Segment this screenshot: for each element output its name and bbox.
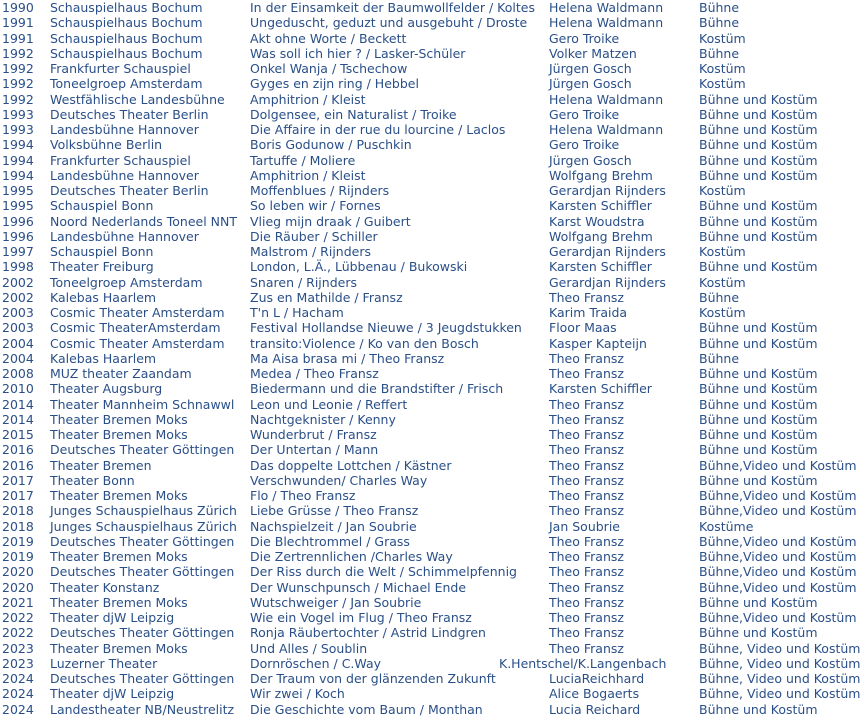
production-play: Flo / Theo Fransz bbox=[250, 488, 356, 503]
production-year: 1998 bbox=[2, 259, 34, 275]
production-person: Helena Waldmann bbox=[549, 91, 664, 107]
production-role: Bühne,Video und Kostüm bbox=[699, 549, 857, 564]
production-row bbox=[0, 0, 865, 15]
production-year: 2024 bbox=[2, 686, 34, 702]
production-row bbox=[0, 686, 865, 701]
production-role: Bühne und Kostüm bbox=[699, 91, 818, 107]
production-person: Helena Waldmann bbox=[549, 15, 664, 31]
production-play: Amphitrion / Kleist bbox=[250, 91, 366, 107]
production-person: Theo Fransz bbox=[549, 396, 624, 412]
production-row bbox=[0, 610, 865, 625]
production-year: 1995 bbox=[2, 183, 34, 198]
production-person: Lucia Reichard bbox=[549, 701, 641, 717]
production-person: Theo Fransz bbox=[549, 289, 624, 305]
production-role: Kostüm bbox=[699, 305, 746, 320]
production-row bbox=[0, 351, 865, 366]
production-year: 2008 bbox=[2, 366, 34, 381]
production-role: Bühne und Kostüm bbox=[699, 213, 818, 229]
production-role: Kostüm bbox=[699, 61, 746, 76]
production-person: Karim Traida bbox=[549, 305, 628, 320]
production-row bbox=[0, 122, 865, 137]
production-venue: Deutsches Theater Göttingen bbox=[50, 564, 235, 580]
production-person: Theo Fransz bbox=[549, 564, 624, 580]
production-year: 2017 bbox=[2, 472, 34, 488]
production-play: Vlieg mijn draak / Guibert bbox=[250, 213, 411, 229]
production-venue: Junges Schauspielhaus Zürich bbox=[50, 518, 237, 534]
production-role: Bühne und Kostüm bbox=[699, 320, 818, 336]
production-row bbox=[0, 15, 865, 30]
production-role: Bühne,Video und Kostüm bbox=[699, 564, 857, 580]
production-role: Bühne, Video und Kostüm bbox=[699, 686, 861, 702]
production-role: Bühne,Video und Kostüm bbox=[699, 488, 857, 503]
production-role: Bühne und Kostüm bbox=[699, 427, 818, 442]
production-play: In der Einsamkeit der Baumwollfelder / Koltes bbox=[250, 0, 535, 15]
production-row bbox=[0, 76, 865, 91]
production-row bbox=[0, 671, 865, 686]
production-row bbox=[0, 305, 865, 320]
production-venue: Theater Bremen Moks bbox=[50, 488, 188, 503]
production-role: Bühne und Kostüm bbox=[699, 335, 818, 351]
production-venue: Deutsches Theater Göttingen bbox=[50, 533, 235, 549]
production-role: Bühne und Kostüm bbox=[699, 122, 818, 137]
production-person: Gero Troike bbox=[549, 137, 620, 153]
production-venue: Theater Bremen Moks bbox=[50, 549, 188, 564]
production-year: 2023 bbox=[2, 655, 34, 671]
production-year: 2016 bbox=[2, 457, 34, 473]
production-play: Festival Hollandse Nieuwe / 3 Jeugdstukken bbox=[250, 320, 522, 336]
production-person: K.Hentschel/K.Langenbach bbox=[499, 655, 667, 671]
production-venue: Volksbühne Berlin bbox=[50, 137, 163, 153]
production-row bbox=[0, 137, 865, 152]
production-role: Bühne und Kostüm bbox=[699, 442, 818, 458]
production-person: Floor Maas bbox=[549, 320, 617, 336]
production-role: Bühne bbox=[699, 15, 740, 31]
production-play: Und Alles / Soublin bbox=[250, 640, 368, 656]
production-person: Theo Fransz bbox=[549, 411, 624, 427]
production-year: 2022 bbox=[2, 610, 34, 625]
production-play: Leon und Leonie / Reffert bbox=[250, 396, 408, 412]
production-person: Kasper Kapteijn bbox=[549, 335, 647, 351]
production-venue: Cosmic TheaterAmsterdam bbox=[50, 320, 221, 336]
production-year: 2015 bbox=[2, 427, 34, 442]
production-play: Dornröschen / C.Way bbox=[250, 655, 382, 671]
production-role: Bühne,Video und Kostüm bbox=[699, 457, 857, 473]
production-venue: Landesbühne Hannover bbox=[50, 228, 199, 244]
production-year: 2020 bbox=[2, 579, 34, 595]
production-year: 2010 bbox=[2, 381, 34, 397]
production-role: Bühne bbox=[699, 350, 740, 366]
production-play: transito:Violence / Ko van den Bosch bbox=[250, 335, 479, 351]
production-row bbox=[0, 229, 865, 244]
production-person: Gerardjan Rijnders bbox=[549, 274, 666, 290]
production-play: Das doppelte Lottchen / Kästner bbox=[250, 457, 452, 473]
production-venue: Schauspiel Bonn bbox=[50, 244, 154, 259]
production-year: 2003 bbox=[2, 305, 34, 320]
production-year: 1991 bbox=[2, 30, 34, 46]
production-play: Snaren / Rijnders bbox=[250, 274, 357, 290]
production-role: Bühne und Kostüm bbox=[699, 625, 818, 641]
production-role: Bühne und Kostüm bbox=[699, 137, 818, 153]
production-venue: Deutsches Theater Göttingen bbox=[50, 625, 235, 641]
production-venue: Deutsches Theater Berlin bbox=[50, 106, 209, 122]
production-row bbox=[0, 519, 865, 534]
production-year: 2018 bbox=[2, 503, 34, 519]
production-venue: Schauspiel Bonn bbox=[50, 198, 154, 214]
production-role: Bühne und Kostüm bbox=[699, 152, 818, 168]
production-play: Tartuffe / Moliere bbox=[250, 152, 356, 168]
production-play: Ma Aisa brasa mi / Theo Fransz bbox=[250, 350, 445, 366]
production-row bbox=[0, 503, 865, 518]
production-role: Kostüme bbox=[699, 518, 754, 534]
production-year: 1994 bbox=[2, 167, 34, 183]
production-year: 1991 bbox=[2, 15, 34, 31]
production-role: Bühne bbox=[699, 45, 740, 61]
production-year: 2014 bbox=[2, 411, 34, 427]
production-year: 1995 bbox=[2, 198, 34, 214]
production-venue: Schauspielhaus Bochum bbox=[50, 0, 203, 15]
production-person: Alice Bogaerts bbox=[549, 686, 640, 702]
production-person: Helena Waldmann bbox=[549, 0, 664, 15]
production-role: Bühne und Kostüm bbox=[699, 198, 818, 214]
production-year: 2016 bbox=[2, 442, 34, 458]
production-venue: Noord Nederlands Toneel NNT bbox=[50, 213, 237, 229]
production-role: Bühne und Kostüm bbox=[699, 396, 818, 412]
production-year: 1992 bbox=[2, 61, 34, 76]
production-person: Karst Woudstra bbox=[549, 213, 645, 229]
production-role: Bühne,Video und Kostüm bbox=[699, 503, 857, 519]
production-play: Liebe Grüsse / Theo Fransz bbox=[250, 503, 419, 519]
production-person: Theo Fransz bbox=[549, 610, 624, 625]
production-venue: Schauspielhaus Bochum bbox=[50, 45, 203, 61]
production-venue: Theater Konstanz bbox=[50, 579, 160, 595]
production-row bbox=[0, 183, 865, 198]
production-year: 1993 bbox=[2, 106, 34, 122]
production-venue: Landestheater NB/Neustrelitz bbox=[50, 701, 235, 717]
production-row bbox=[0, 595, 865, 610]
production-play: Amphitrion / Kleist bbox=[250, 167, 366, 183]
production-play: Wunderbrut / Fransz bbox=[250, 427, 377, 442]
production-person: Helena Waldmann bbox=[549, 122, 664, 137]
production-row bbox=[0, 458, 865, 473]
production-year: 1990 bbox=[2, 0, 34, 15]
production-play: Verschwunden/ Charles Way bbox=[250, 472, 428, 488]
production-year: 1997 bbox=[2, 244, 34, 259]
production-role: Bühne,Video und Kostüm bbox=[699, 533, 857, 549]
production-play: Der Traum von der glänzenden Zukunft bbox=[250, 671, 496, 686]
production-play: Moffenblues / Rijnders bbox=[250, 183, 390, 198]
production-play: Die Geschichte vom Baum / Monthan bbox=[250, 701, 483, 717]
production-year: 1994 bbox=[2, 152, 34, 168]
production-play: T'n L / Hacham bbox=[250, 305, 344, 320]
production-play: Onkel Wanja / Tschechow bbox=[250, 61, 408, 76]
production-year: 2024 bbox=[2, 701, 34, 717]
production-year: 1996 bbox=[2, 213, 34, 229]
production-year: 2021 bbox=[2, 594, 34, 610]
production-venue: Westfählische Landesbühne bbox=[50, 91, 225, 107]
production-play: Wutschweiger / Jan Soubrie bbox=[250, 594, 422, 610]
production-play: Wir zwei / Koch bbox=[250, 686, 345, 702]
production-venue: Theater Bremen Moks bbox=[50, 411, 188, 427]
production-venue: Theater djW Leipzig bbox=[50, 610, 175, 625]
production-row bbox=[0, 397, 865, 412]
production-venue: Schauspielhaus Bochum bbox=[50, 30, 203, 46]
production-venue: Toneelgroep Amsterdam bbox=[50, 76, 203, 92]
production-person: Theo Fransz bbox=[549, 472, 624, 488]
production-venue: Cosmic Theater Amsterdam bbox=[50, 305, 225, 320]
production-row bbox=[0, 702, 865, 717]
production-play: Wie ein Vogel im Flug / Theo Fransz bbox=[250, 610, 472, 625]
production-venue: Deutsches Theater Berlin bbox=[50, 183, 209, 198]
production-play: Die Blechtrommel / Grass bbox=[250, 533, 410, 549]
production-person: Karsten Schiffler bbox=[549, 198, 652, 214]
production-row bbox=[0, 31, 865, 46]
production-role: Bühne und Kostüm bbox=[699, 472, 818, 488]
production-play: Der Untertan / Mann bbox=[250, 442, 379, 458]
production-venue: Deutsches Theater Göttingen bbox=[50, 671, 235, 686]
production-venue: Landesbühne Hannover bbox=[50, 167, 199, 183]
production-play: Die Affaire in der rue du lourcine / Laclos bbox=[250, 122, 506, 137]
production-play: So leben wir / Fornes bbox=[250, 198, 381, 214]
production-venue: Theater Bonn bbox=[50, 472, 135, 488]
production-year: 1992 bbox=[2, 45, 34, 61]
production-row bbox=[0, 656, 865, 671]
production-year: 2022 bbox=[2, 625, 34, 641]
production-person: Theo Fransz bbox=[549, 625, 624, 641]
production-year: 1994 bbox=[2, 137, 34, 153]
production-row bbox=[0, 46, 865, 61]
production-person: Gero Troike bbox=[549, 30, 620, 46]
production-play: Nachtgeknister / Kenny bbox=[250, 411, 396, 427]
production-year: 1996 bbox=[2, 228, 34, 244]
production-venue: Frankfurter Schauspiel bbox=[50, 61, 191, 76]
production-venue: Deutsches Theater Göttingen bbox=[50, 442, 235, 458]
production-person: Theo Fransz bbox=[549, 427, 624, 442]
production-play: Nachspielzeit / Jan Soubrie bbox=[250, 518, 417, 534]
production-role: Bühne bbox=[699, 0, 740, 15]
production-year: 2017 bbox=[2, 488, 34, 503]
production-venue: Junges Schauspielhaus Zürich bbox=[50, 503, 237, 519]
production-row bbox=[0, 366, 865, 381]
production-play: Der Wunschpunsch / Michael Ende bbox=[250, 579, 467, 595]
production-venue: Theater Bremen Moks bbox=[50, 427, 188, 442]
production-row bbox=[0, 107, 865, 122]
production-play: Ronja Räubertochter / Astrid Lindgren bbox=[250, 625, 486, 641]
production-role: Kostüm bbox=[699, 76, 746, 92]
production-row bbox=[0, 625, 865, 640]
production-play: London, L.Ä., Lübbenau / Bukowski bbox=[250, 259, 468, 275]
production-year: 2020 bbox=[2, 564, 34, 580]
production-venue: Landesbühne Hannover bbox=[50, 122, 199, 137]
production-play: Die Räuber / Schiller bbox=[250, 228, 378, 244]
production-venue: Theater Bremen Moks bbox=[50, 594, 188, 610]
production-row bbox=[0, 290, 865, 305]
production-role: Bühne,Video und Kostüm bbox=[699, 610, 857, 625]
production-role: Kostüm bbox=[699, 183, 746, 198]
production-role: Kostüm bbox=[699, 30, 746, 46]
production-year: 1992 bbox=[2, 91, 34, 107]
production-row bbox=[0, 336, 865, 351]
production-row bbox=[0, 442, 865, 457]
production-person: Jürgen Gosch bbox=[549, 152, 632, 168]
production-year: 2002 bbox=[2, 274, 34, 290]
production-row bbox=[0, 92, 865, 107]
production-person: Theo Fransz bbox=[549, 579, 624, 595]
production-play: Medea / Theo Fransz bbox=[250, 366, 379, 381]
production-year: 2002 bbox=[2, 289, 34, 305]
production-row bbox=[0, 198, 865, 213]
production-role: Kostüm bbox=[699, 274, 746, 290]
production-year: 2014 bbox=[2, 396, 34, 412]
production-play: Ungeduscht, geduzt und ausgebuht / Droste bbox=[250, 15, 528, 31]
production-person: Theo Fransz bbox=[549, 350, 624, 366]
production-row bbox=[0, 534, 865, 549]
production-role: Kostüm bbox=[699, 244, 746, 259]
production-venue: Theater Freiburg bbox=[50, 259, 154, 275]
production-person: Gerardjan Rijnders bbox=[549, 183, 666, 198]
production-venue: Theater Bremen bbox=[50, 457, 152, 473]
production-person: LuciaReichhard bbox=[549, 671, 645, 686]
production-person: Wolfgang Brehm bbox=[549, 167, 653, 183]
production-year: 2024 bbox=[2, 671, 34, 686]
production-year: 2019 bbox=[2, 533, 34, 549]
production-venue: Schauspielhaus Bochum bbox=[50, 15, 203, 31]
production-person: Theo Fransz bbox=[549, 457, 624, 473]
production-role: Bühne und Kostüm bbox=[699, 106, 818, 122]
production-year: 2004 bbox=[2, 335, 34, 351]
production-role: Bühne,Video und Kostüm bbox=[699, 579, 857, 595]
production-row bbox=[0, 61, 865, 76]
production-venue: MUZ theater Zaandam bbox=[50, 366, 192, 381]
production-row bbox=[0, 488, 865, 503]
production-row bbox=[0, 564, 865, 579]
production-row bbox=[0, 412, 865, 427]
production-person: Theo Fransz bbox=[549, 503, 624, 519]
production-person: Jürgen Gosch bbox=[549, 76, 632, 92]
production-play: Akt ohne Worte / Beckett bbox=[250, 30, 407, 46]
production-row bbox=[0, 168, 865, 183]
production-row bbox=[0, 244, 865, 259]
production-role: Bühne und Kostüm bbox=[699, 411, 818, 427]
production-play: Malstrom / Rijnders bbox=[250, 244, 372, 259]
production-play: Die Zertrennlichen /Charles Way bbox=[250, 549, 453, 564]
production-person: Karsten Schiffler bbox=[549, 259, 652, 275]
production-year: 2019 bbox=[2, 549, 34, 564]
production-person: Wolfgang Brehm bbox=[549, 228, 653, 244]
production-year: 1993 bbox=[2, 122, 34, 137]
production-play: Biedermann und die Brandstifter / Frisch bbox=[250, 381, 504, 397]
production-play: Gyges en zijn ring / Hebbel bbox=[250, 76, 419, 92]
production-person: Gerardjan Rijnders bbox=[549, 244, 666, 259]
production-venue: Theater djW Leipzig bbox=[50, 686, 175, 702]
production-person: Theo Fransz bbox=[549, 442, 624, 458]
production-row bbox=[0, 320, 865, 335]
production-row bbox=[0, 275, 865, 290]
production-role: Bühne und Kostüm bbox=[699, 701, 818, 717]
production-venue: Luzerner Theater bbox=[50, 655, 158, 671]
production-role: Bühne und Kostüm bbox=[699, 594, 818, 610]
production-person: Theo Fransz bbox=[549, 488, 624, 503]
production-role: Bühne und Kostüm bbox=[699, 366, 818, 381]
production-play: Dolgensee, ein Naturalist / Troike bbox=[250, 106, 457, 122]
production-role: Bühne bbox=[699, 289, 740, 305]
production-row bbox=[0, 549, 865, 564]
production-person: Theo Fransz bbox=[549, 549, 624, 564]
production-venue: Cosmic Theater Amsterdam bbox=[50, 335, 225, 351]
production-row bbox=[0, 214, 865, 229]
production-person: Jan Soubrie bbox=[549, 518, 620, 534]
production-role: Bühne und Kostüm bbox=[699, 381, 818, 397]
production-role: Bühne, Video und Kostüm bbox=[699, 655, 861, 671]
production-year: 2004 bbox=[2, 350, 34, 366]
production-person: Volker Matzen bbox=[549, 45, 637, 61]
production-person: Theo Fransz bbox=[549, 533, 624, 549]
production-row bbox=[0, 259, 865, 274]
production-row bbox=[0, 473, 865, 488]
production-row bbox=[0, 153, 865, 168]
production-person: Gero Troike bbox=[549, 106, 620, 122]
production-venue: Frankfurter Schauspiel bbox=[50, 152, 191, 168]
production-venue: Theater Augsburg bbox=[50, 381, 163, 397]
production-venue: Toneelgroep Amsterdam bbox=[50, 274, 203, 290]
production-role: Bühne, Video und Kostüm bbox=[699, 640, 861, 656]
production-venue: Kalebas Haarlem bbox=[50, 350, 157, 366]
production-person: Jürgen Gosch bbox=[549, 61, 632, 76]
production-year: 2023 bbox=[2, 640, 34, 656]
production-row bbox=[0, 580, 865, 595]
production-row bbox=[0, 381, 865, 396]
production-role: Bühne und Kostüm bbox=[699, 228, 818, 244]
production-venue: Kalebas Haarlem bbox=[50, 289, 157, 305]
production-year: 2018 bbox=[2, 518, 34, 534]
production-play: Boris Godunow / Puschkin bbox=[250, 137, 412, 153]
production-venue: Theater Mannheim Schnawwl bbox=[50, 396, 235, 412]
production-role: Bühne und Kostüm bbox=[699, 167, 818, 183]
production-play: Was soll ich hier ? / Lasker-Schüler bbox=[250, 45, 466, 61]
production-person: Karsten Schiffler bbox=[549, 381, 652, 397]
production-role: Bühne und Kostüm bbox=[699, 259, 818, 275]
production-year: 2003 bbox=[2, 320, 34, 336]
production-row bbox=[0, 641, 865, 656]
production-person: Theo Fransz bbox=[549, 366, 624, 381]
production-role: Bühne, Video und Kostüm bbox=[699, 671, 861, 686]
production-play: Zus en Mathilde / Fransz bbox=[250, 289, 403, 305]
production-venue: Theater Bremen Moks bbox=[50, 640, 188, 656]
production-year: 1992 bbox=[2, 76, 34, 92]
production-person: Theo Fransz bbox=[549, 640, 624, 656]
production-play: Der Riss durch die Welt / Schimmelpfennig bbox=[250, 564, 517, 580]
production-person: Theo Fransz bbox=[549, 594, 624, 610]
production-row bbox=[0, 427, 865, 442]
